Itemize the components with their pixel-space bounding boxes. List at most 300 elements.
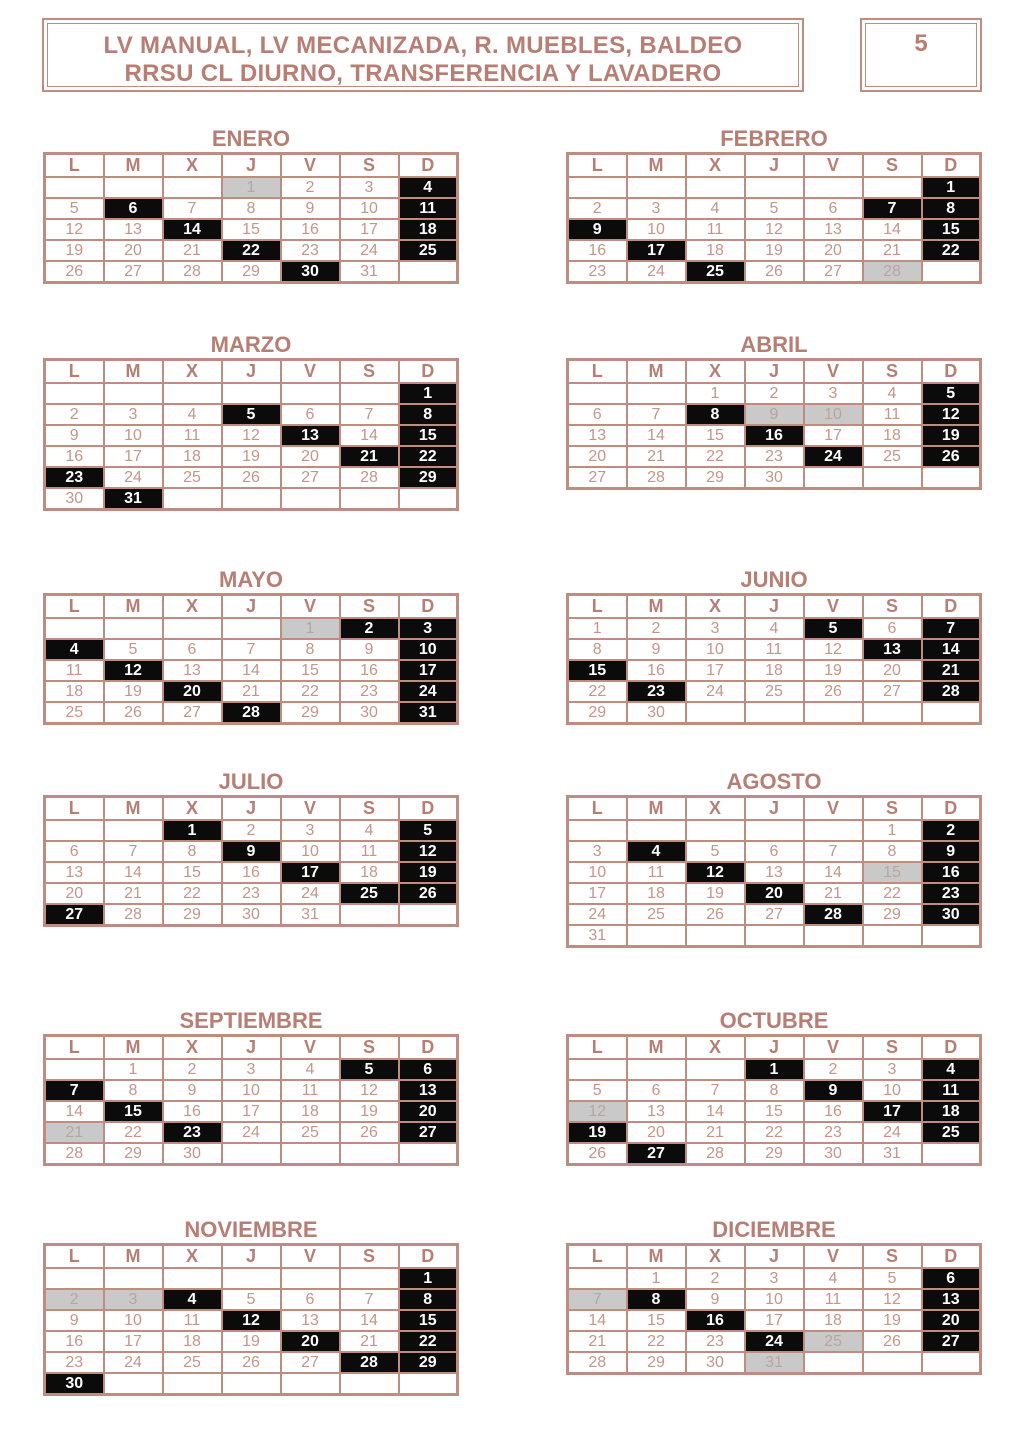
day-cell: 12 [104,660,163,681]
day-cell: 26 [922,446,981,467]
day-cell: 6 [45,841,104,862]
day-cell: 17 [399,660,458,681]
day-cell: 20 [568,446,627,467]
weekday-header-row [45,595,458,619]
day-cell: 17 [281,862,340,883]
day-cell: 21 [222,681,281,702]
week-row [45,660,458,681]
day-cell: 17 [686,660,745,681]
month-table [43,593,459,725]
day-cell: 8 [863,841,922,862]
day-cell: 5 [222,404,281,425]
day-cell: 3 [745,1268,804,1289]
day-cell: 9 [627,639,686,660]
day-cell: 2 [340,618,399,639]
day-cell: 24 [340,240,399,261]
day-cell: 23 [340,681,399,702]
day-cell: 6 [745,841,804,862]
day-cell: 14 [340,1310,399,1331]
empty-cell [163,177,222,198]
weekday-header: L [568,1245,627,1269]
weekday-header: D [922,1036,981,1060]
empty-cell [222,1143,281,1165]
week-row [568,1059,981,1080]
empty-cell [281,383,340,404]
week-row [45,1373,458,1395]
day-cell: 29 [627,1352,686,1374]
day-cell: 18 [45,681,104,702]
day-cell: 27 [281,467,340,488]
day-cell: 13 [627,1101,686,1122]
day-cell: 11 [281,1080,340,1101]
day-cell: 15 [863,862,922,883]
day-cell: 26 [745,261,804,283]
empty-cell [281,1373,340,1395]
empty-cell [340,904,399,926]
weekday-header: V [281,595,340,619]
day-cell: 7 [163,198,222,219]
empty-cell [863,925,922,947]
day-cell: 21 [45,1122,104,1143]
day-cell: 19 [104,681,163,702]
weekday-header-row [568,595,981,619]
day-cell: 9 [163,1080,222,1101]
day-cell: 17 [104,446,163,467]
weekday-header: X [163,797,222,821]
day-cell: 24 [568,904,627,925]
month-title: JUNIO [740,567,808,592]
day-cell: 21 [627,446,686,467]
weekday-header: V [281,1036,340,1060]
day-cell: 30 [45,1373,104,1395]
day-cell: 21 [340,1331,399,1352]
month-title: JULIO [218,769,284,794]
week-row [45,1101,458,1122]
day-cell: 12 [804,639,863,660]
empty-cell [863,702,922,724]
week-row [568,841,981,862]
day-cell: 31 [104,488,163,510]
day-cell: 19 [340,1101,399,1122]
month-diciembre [566,1217,982,1375]
day-cell: 1 [104,1059,163,1080]
day-cell: 9 [281,198,340,219]
empty-cell [222,488,281,510]
day-cell: 18 [804,1310,863,1331]
day-cell: 15 [627,1310,686,1331]
weekday-header: L [568,797,627,821]
day-cell: 13 [281,425,340,446]
day-cell: 14 [104,862,163,883]
day-cell: 21 [686,1122,745,1143]
day-cell: 26 [45,261,104,283]
day-cell: 30 [922,904,981,925]
week-row [45,425,458,446]
day-cell: 5 [745,198,804,219]
day-cell: 10 [863,1080,922,1101]
empty-cell [399,1143,458,1165]
day-cell: 11 [163,425,222,446]
empty-cell [45,820,104,841]
day-cell: 14 [568,1310,627,1331]
day-cell: 3 [627,198,686,219]
week-row [45,404,458,425]
day-cell: 26 [686,904,745,925]
day-cell: 8 [568,639,627,660]
empty-cell [627,383,686,404]
day-cell: 31 [863,1143,922,1165]
day-cell: 27 [45,904,104,926]
day-cell: 22 [863,883,922,904]
day-cell: 8 [222,198,281,219]
weekday-header: V [804,595,863,619]
weekday-header: L [45,797,104,821]
day-cell: 9 [686,1289,745,1310]
day-cell: 10 [568,862,627,883]
page-number: 5 [914,30,928,57]
day-cell: 26 [222,467,281,488]
day-cell: 16 [745,425,804,446]
day-cell: 13 [399,1080,458,1101]
weekday-header: S [340,797,399,821]
weekday-header: D [399,154,458,178]
week-row [45,446,458,467]
weekday-header: D [922,797,981,821]
day-cell: 8 [163,841,222,862]
weekday-header: V [804,1245,863,1269]
week-row [568,404,981,425]
empty-cell [686,177,745,198]
empty-cell [222,618,281,639]
day-cell: 15 [222,219,281,240]
day-cell: 18 [745,660,804,681]
day-cell: 20 [281,1331,340,1352]
week-row [45,261,458,283]
day-cell: 13 [281,1310,340,1331]
day-cell: 27 [627,1143,686,1165]
weekday-header: S [863,154,922,178]
title-line-1: LV MANUAL, LV MECANIZADA, R. MUEBLES, BALDEO [103,32,743,59]
weekday-header: X [686,360,745,384]
day-cell: 7 [863,198,922,219]
day-cell: 17 [863,1101,922,1122]
weekday-header: L [45,360,104,384]
day-cell: 28 [163,261,222,283]
day-cell: 18 [163,446,222,467]
day-cell: 15 [686,425,745,446]
empty-cell [686,820,745,841]
empty-cell [399,261,458,283]
day-cell: 4 [627,841,686,862]
empty-cell [222,383,281,404]
day-cell: 1 [399,383,458,404]
day-cell: 5 [222,1289,281,1310]
day-cell: 4 [863,383,922,404]
weekday-header: M [104,1245,163,1269]
weekday-header: V [804,154,863,178]
day-cell: 1 [222,177,281,198]
week-row [45,467,458,488]
empty-cell [104,618,163,639]
day-cell: 12 [922,404,981,425]
month-mayo [43,567,459,725]
day-cell: 3 [399,618,458,639]
week-row [568,1310,981,1331]
month-title: MARZO [210,332,292,357]
month-agosto [566,769,982,948]
day-cell: 28 [627,467,686,489]
empty-cell [745,925,804,947]
week-row [45,1268,458,1289]
day-cell: 10 [745,1289,804,1310]
empty-cell [922,1352,981,1374]
weekday-header: L [568,154,627,178]
day-cell: 16 [340,660,399,681]
day-cell: 2 [686,1268,745,1289]
day-cell: 20 [863,660,922,681]
week-row [45,904,458,926]
day-cell: 20 [104,240,163,261]
day-cell: 19 [399,862,458,883]
day-cell: 14 [922,639,981,660]
day-cell: 29 [104,1143,163,1165]
week-row [568,904,981,925]
title-line-2: RRSU CL DIURNO, TRANSFERENCIA Y LAVADERO [124,60,722,87]
day-cell: 14 [804,862,863,883]
day-cell: 28 [340,1352,399,1373]
day-cell: 28 [340,467,399,488]
day-cell: 7 [222,639,281,660]
weekday-header: X [163,595,222,619]
day-cell: 31 [568,925,627,947]
weekday-header: X [686,1036,745,1060]
day-cell: 13 [163,660,222,681]
weekday-header: S [340,360,399,384]
day-cell: 9 [922,841,981,862]
month-title: NOVIEMBRE [184,1217,318,1242]
weekday-header: X [686,1245,745,1269]
month-noviembre [43,1217,459,1396]
day-cell: 8 [686,404,745,425]
day-cell: 1 [863,820,922,841]
day-cell: 3 [104,404,163,425]
day-cell: 22 [686,446,745,467]
day-cell: 14 [45,1101,104,1122]
day-cell: 5 [340,1059,399,1080]
day-cell: 28 [863,261,922,283]
weekday-header: M [627,595,686,619]
week-row [568,820,981,841]
day-cell: 11 [863,404,922,425]
month-table [566,1243,982,1375]
week-row [568,1352,981,1374]
day-cell: 13 [568,425,627,446]
day-cell: 2 [281,177,340,198]
day-cell: 21 [568,1331,627,1352]
weekday-header: J [745,154,804,178]
day-cell: 30 [686,1352,745,1374]
empty-cell [163,1373,222,1395]
weekday-header: J [745,360,804,384]
day-cell: 22 [745,1122,804,1143]
day-cell: 12 [222,425,281,446]
month-table [43,152,459,284]
day-cell: 13 [104,219,163,240]
week-row [45,862,458,883]
empty-cell [399,1373,458,1395]
day-cell: 10 [804,404,863,425]
empty-cell [922,925,981,947]
weekday-header-row [568,360,981,384]
day-cell: 10 [104,1310,163,1331]
empty-cell [804,467,863,489]
day-cell: 25 [922,1122,981,1143]
month-febrero [566,126,982,284]
month-title: ABRIL [740,332,808,357]
week-row [45,883,458,904]
day-cell: 16 [922,862,981,883]
day-cell: 29 [863,904,922,925]
week-row [568,1080,981,1101]
day-cell: 19 [568,1122,627,1143]
weekday-header: J [745,797,804,821]
empty-cell [568,1059,627,1080]
day-cell: 30 [804,1143,863,1165]
day-cell: 8 [922,198,981,219]
day-cell: 19 [45,240,104,261]
day-cell: 26 [104,702,163,724]
empty-cell [163,618,222,639]
day-cell: 28 [222,702,281,724]
weekday-header: V [281,797,340,821]
day-cell: 20 [922,1310,981,1331]
day-cell: 27 [399,1122,458,1143]
day-cell: 18 [627,883,686,904]
day-cell: 11 [627,862,686,883]
day-cell: 12 [340,1080,399,1101]
day-cell: 28 [804,904,863,925]
day-cell: 11 [804,1289,863,1310]
day-cell: 15 [163,862,222,883]
month-table [566,152,982,284]
weekday-header: M [104,797,163,821]
day-cell: 12 [222,1310,281,1331]
empty-cell [745,702,804,724]
week-row [568,618,981,639]
empty-cell [281,1143,340,1165]
week-row [45,1331,458,1352]
empty-cell [104,383,163,404]
weekday-header: V [281,1245,340,1269]
day-cell: 21 [863,240,922,261]
day-cell: 23 [922,883,981,904]
empty-cell [45,177,104,198]
month-octubre [566,1008,982,1166]
day-cell: 12 [686,862,745,883]
day-cell: 12 [399,841,458,862]
empty-cell [399,488,458,510]
day-cell: 22 [568,681,627,702]
empty-cell [45,383,104,404]
day-cell: 14 [863,219,922,240]
day-cell: 26 [863,1331,922,1352]
day-cell: 8 [399,1289,458,1310]
day-cell: 7 [627,404,686,425]
weekday-header: M [627,797,686,821]
day-cell: 8 [627,1289,686,1310]
day-cell: 9 [745,404,804,425]
empty-cell [104,1268,163,1289]
empty-cell [627,820,686,841]
day-cell: 19 [745,240,804,261]
weekday-header: X [686,595,745,619]
weekday-header: J [745,1245,804,1269]
weekday-header: M [104,154,163,178]
empty-cell [863,1352,922,1374]
day-cell: 25 [804,1331,863,1352]
day-cell: 22 [922,240,981,261]
weekday-header: V [281,154,340,178]
day-cell: 5 [804,618,863,639]
day-cell: 15 [745,1101,804,1122]
weekday-header: S [340,595,399,619]
empty-cell [340,1268,399,1289]
day-cell: 8 [399,404,458,425]
day-cell: 1 [627,1268,686,1289]
week-row [568,198,981,219]
day-cell: 26 [340,1122,399,1143]
week-row [45,820,458,841]
day-cell: 9 [222,841,281,862]
day-cell: 6 [163,639,222,660]
week-row [568,862,981,883]
weekday-header: S [863,360,922,384]
day-cell: 15 [399,425,458,446]
day-cell: 1 [281,618,340,639]
empty-cell [568,1268,627,1289]
day-cell: 15 [922,219,981,240]
weekday-header: L [568,1036,627,1060]
day-cell: 10 [686,639,745,660]
day-cell: 7 [804,841,863,862]
weekday-header-row [45,1036,458,1060]
day-cell: 24 [745,1331,804,1352]
day-cell: 24 [627,261,686,283]
empty-cell [804,177,863,198]
weekday-header: D [399,1036,458,1060]
weekday-header: M [627,154,686,178]
week-row [45,383,458,404]
day-cell: 17 [804,425,863,446]
day-cell: 24 [281,883,340,904]
day-cell: 3 [568,841,627,862]
day-cell: 10 [222,1080,281,1101]
day-cell: 17 [340,219,399,240]
weekday-header: S [863,595,922,619]
day-cell: 11 [686,219,745,240]
day-cell: 24 [686,681,745,702]
weekday-header: J [745,595,804,619]
day-cell: 17 [104,1331,163,1352]
day-cell: 1 [163,820,222,841]
day-cell: 12 [863,1289,922,1310]
day-cell: 23 [163,1122,222,1143]
day-cell: 7 [45,1080,104,1101]
week-row [45,1352,458,1373]
day-cell: 6 [399,1059,458,1080]
day-cell: 29 [745,1143,804,1165]
weekday-header: V [804,360,863,384]
